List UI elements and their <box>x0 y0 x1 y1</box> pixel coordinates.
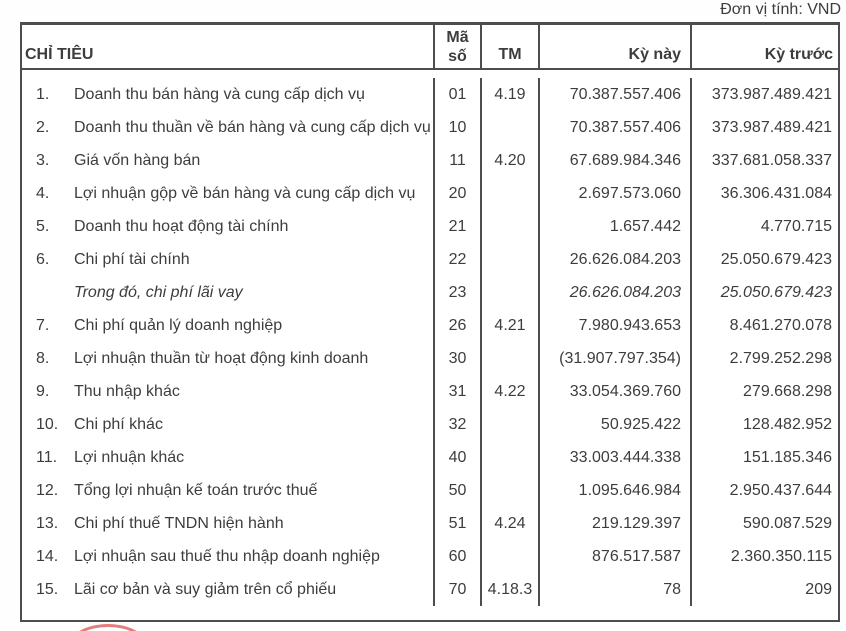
prior-period-cell: 25.050.679.423 <box>690 276 838 309</box>
notes-cell: 4.19 <box>480 78 538 111</box>
table-row <box>22 573 838 606</box>
table-row <box>22 276 838 309</box>
criteria-cell <box>22 78 433 111</box>
row-number: 13. <box>36 514 59 532</box>
row-number: 6. <box>36 250 50 268</box>
table-row <box>22 144 838 177</box>
prior-period-cell: 36.306.431.084 <box>690 177 838 210</box>
code-cell: 51 <box>433 507 480 540</box>
code-cell: 01 <box>433 78 480 111</box>
prior-period-cell: 337.681.058.337 <box>690 144 838 177</box>
table-row <box>22 111 838 144</box>
table-row <box>22 309 838 342</box>
row-label: Doanh thu hoạt động tài chính <box>74 217 289 235</box>
current-period-cell: 78 <box>538 573 690 606</box>
row-label: Doanh thu thuần về bán hàng và cung cấp dịch vụ <box>74 118 431 136</box>
prior-period-cell: 4.770.715 <box>690 210 838 243</box>
current-period-cell: 876.517.587 <box>538 540 690 573</box>
row-number: 3. <box>36 151 50 169</box>
criteria-cell <box>22 408 433 441</box>
code-cell: 32 <box>433 408 480 441</box>
header-current-period: Kỳ này <box>538 25 690 68</box>
criteria-cell <box>22 309 433 342</box>
criteria-cell <box>22 540 433 573</box>
table-row <box>22 375 838 408</box>
prior-period-cell: 25.050.679.423 <box>690 243 838 276</box>
row-number: 1. <box>36 85 50 103</box>
row-label: Thu nhập khác <box>74 382 180 400</box>
criteria-cell <box>22 507 433 540</box>
header-criteria: CHỈ TIÊU <box>25 46 94 63</box>
income-statement-table <box>20 22 840 622</box>
row-label: Chi phí tài chính <box>74 250 190 268</box>
table-row <box>22 177 838 210</box>
row-label: Lãi cơ bản và suy giảm trên cổ phiếu <box>74 580 337 598</box>
row-number: 4. <box>36 184 50 202</box>
table-body <box>22 70 838 620</box>
row-label: Lợi nhuận thuần từ hoạt động kinh doanh <box>74 349 369 367</box>
criteria-cell <box>22 111 433 144</box>
notes-cell: 4.24 <box>480 507 538 540</box>
table-header-row <box>22 25 838 70</box>
code-cell: 20 <box>433 177 480 210</box>
row-number: 14. <box>36 547 59 565</box>
current-period-cell: 1.095.646.984 <box>538 474 690 507</box>
notes-cell <box>480 210 538 243</box>
prior-period-cell: 590.087.529 <box>690 507 838 540</box>
criteria-cell <box>22 375 433 408</box>
row-number: 11. <box>36 448 58 466</box>
prior-period-cell: 128.482.952 <box>690 408 838 441</box>
code-cell: 30 <box>433 342 480 375</box>
code-cell: 22 <box>433 243 480 276</box>
row-label: Trong đó, chi phí lãi vay <box>74 283 243 301</box>
prior-period-cell: 2.950.437.644 <box>690 474 838 507</box>
criteria-cell <box>22 441 433 474</box>
prior-period-cell: 8.461.270.078 <box>690 309 838 342</box>
header-prior-period: Kỳ trước <box>690 25 838 68</box>
current-period-cell: 50.925.422 <box>538 408 690 441</box>
code-cell: 50 <box>433 474 480 507</box>
code-cell: 11 <box>433 144 480 177</box>
current-period-cell: 70.387.557.406 <box>538 78 690 111</box>
notes-cell <box>480 408 538 441</box>
row-label: Lợi nhuận gộp về bán hàng và cung cấp dịch vụ <box>74 184 416 202</box>
red-seal-edge <box>68 624 148 631</box>
table-row <box>22 243 838 276</box>
row-number: 12. <box>36 481 59 499</box>
notes-cell <box>480 111 538 144</box>
header-code <box>433 25 480 68</box>
table-row <box>22 540 838 573</box>
notes-cell <box>480 177 538 210</box>
notes-cell <box>480 540 538 573</box>
table-row <box>22 408 838 441</box>
current-period-cell: 219.129.397 <box>538 507 690 540</box>
notes-cell <box>480 342 538 375</box>
table-row <box>22 342 838 375</box>
row-number: 9. <box>36 382 50 400</box>
row-label: Chi phí quản lý doanh nghiệp <box>74 316 283 334</box>
row-label: Lợi nhuận sau thuế thu nhập doanh nghiệp <box>74 547 380 565</box>
code-cell: 70 <box>433 573 480 606</box>
current-period-cell: 33.054.369.760 <box>538 375 690 408</box>
current-period-cell: 67.689.984.346 <box>538 144 690 177</box>
notes-cell: 4.18.3 <box>480 573 538 606</box>
criteria-cell <box>22 276 433 309</box>
table-row <box>22 474 838 507</box>
criteria-cell <box>22 342 433 375</box>
criteria-cell <box>22 210 433 243</box>
unit-of-measure-label: Đơn vị tính: VND <box>720 1 841 18</box>
prior-period-cell: 2.360.350.115 <box>690 540 838 573</box>
current-period-cell: 7.980.943.653 <box>538 309 690 342</box>
code-cell: 10 <box>433 111 480 144</box>
notes-cell <box>480 276 538 309</box>
code-cell: 31 <box>433 375 480 408</box>
row-number: 2. <box>36 118 50 136</box>
notes-cell <box>480 243 538 276</box>
table-row <box>22 210 838 243</box>
header-code-line2: số <box>448 48 467 65</box>
current-period-cell: 2.697.573.060 <box>538 177 690 210</box>
current-period-cell: 26.626.084.203 <box>538 243 690 276</box>
notes-cell <box>480 474 538 507</box>
criteria-cell <box>22 474 433 507</box>
current-period-cell: (31.907.797.354) <box>538 342 690 375</box>
row-label: Doanh thu bán hàng và cung cấp dịch vụ <box>74 85 365 103</box>
criteria-cell <box>22 243 433 276</box>
row-number: 15. <box>36 580 59 598</box>
row-number: 8. <box>36 349 50 367</box>
code-cell: 40 <box>433 441 480 474</box>
criteria-cell <box>22 573 433 606</box>
row-label: Chi phí thuế TNDN hiện hành <box>74 514 284 532</box>
table-row <box>22 507 838 540</box>
prior-period-cell: 2.799.252.298 <box>690 342 838 375</box>
current-period-cell: 26.626.084.203 <box>538 276 690 309</box>
header-notes: TM <box>480 25 538 68</box>
header-code-line1: Mã <box>446 29 469 46</box>
criteria-cell <box>22 177 433 210</box>
code-cell: 60 <box>433 540 480 573</box>
code-cell: 26 <box>433 309 480 342</box>
table-row <box>22 441 838 474</box>
notes-cell: 4.21 <box>480 309 538 342</box>
prior-period-cell: 373.987.489.421 <box>690 78 838 111</box>
current-period-cell: 33.003.444.338 <box>538 441 690 474</box>
prior-period-cell: 151.185.346 <box>690 441 838 474</box>
row-label: Chi phí khác <box>74 415 163 433</box>
table-row <box>22 78 838 111</box>
row-number: 7. <box>36 316 50 334</box>
prior-period-cell: 279.668.298 <box>690 375 838 408</box>
row-number: 10. <box>36 415 59 433</box>
row-number: 5. <box>36 217 50 235</box>
prior-period-cell: 373.987.489.421 <box>690 111 838 144</box>
row-label: Giá vốn hàng bán <box>74 151 201 169</box>
criteria-cell <box>22 144 433 177</box>
row-label: Tổng lợi nhuận kế toán trước thuế <box>74 481 318 499</box>
current-period-cell: 70.387.557.406 <box>538 111 690 144</box>
current-period-cell: 1.657.442 <box>538 210 690 243</box>
code-cell: 21 <box>433 210 480 243</box>
notes-cell <box>480 441 538 474</box>
code-cell: 23 <box>433 276 480 309</box>
notes-cell: 4.20 <box>480 144 538 177</box>
notes-cell: 4.22 <box>480 375 538 408</box>
row-label: Lợi nhuận khác <box>74 448 185 466</box>
prior-period-cell: 209 <box>690 573 838 606</box>
